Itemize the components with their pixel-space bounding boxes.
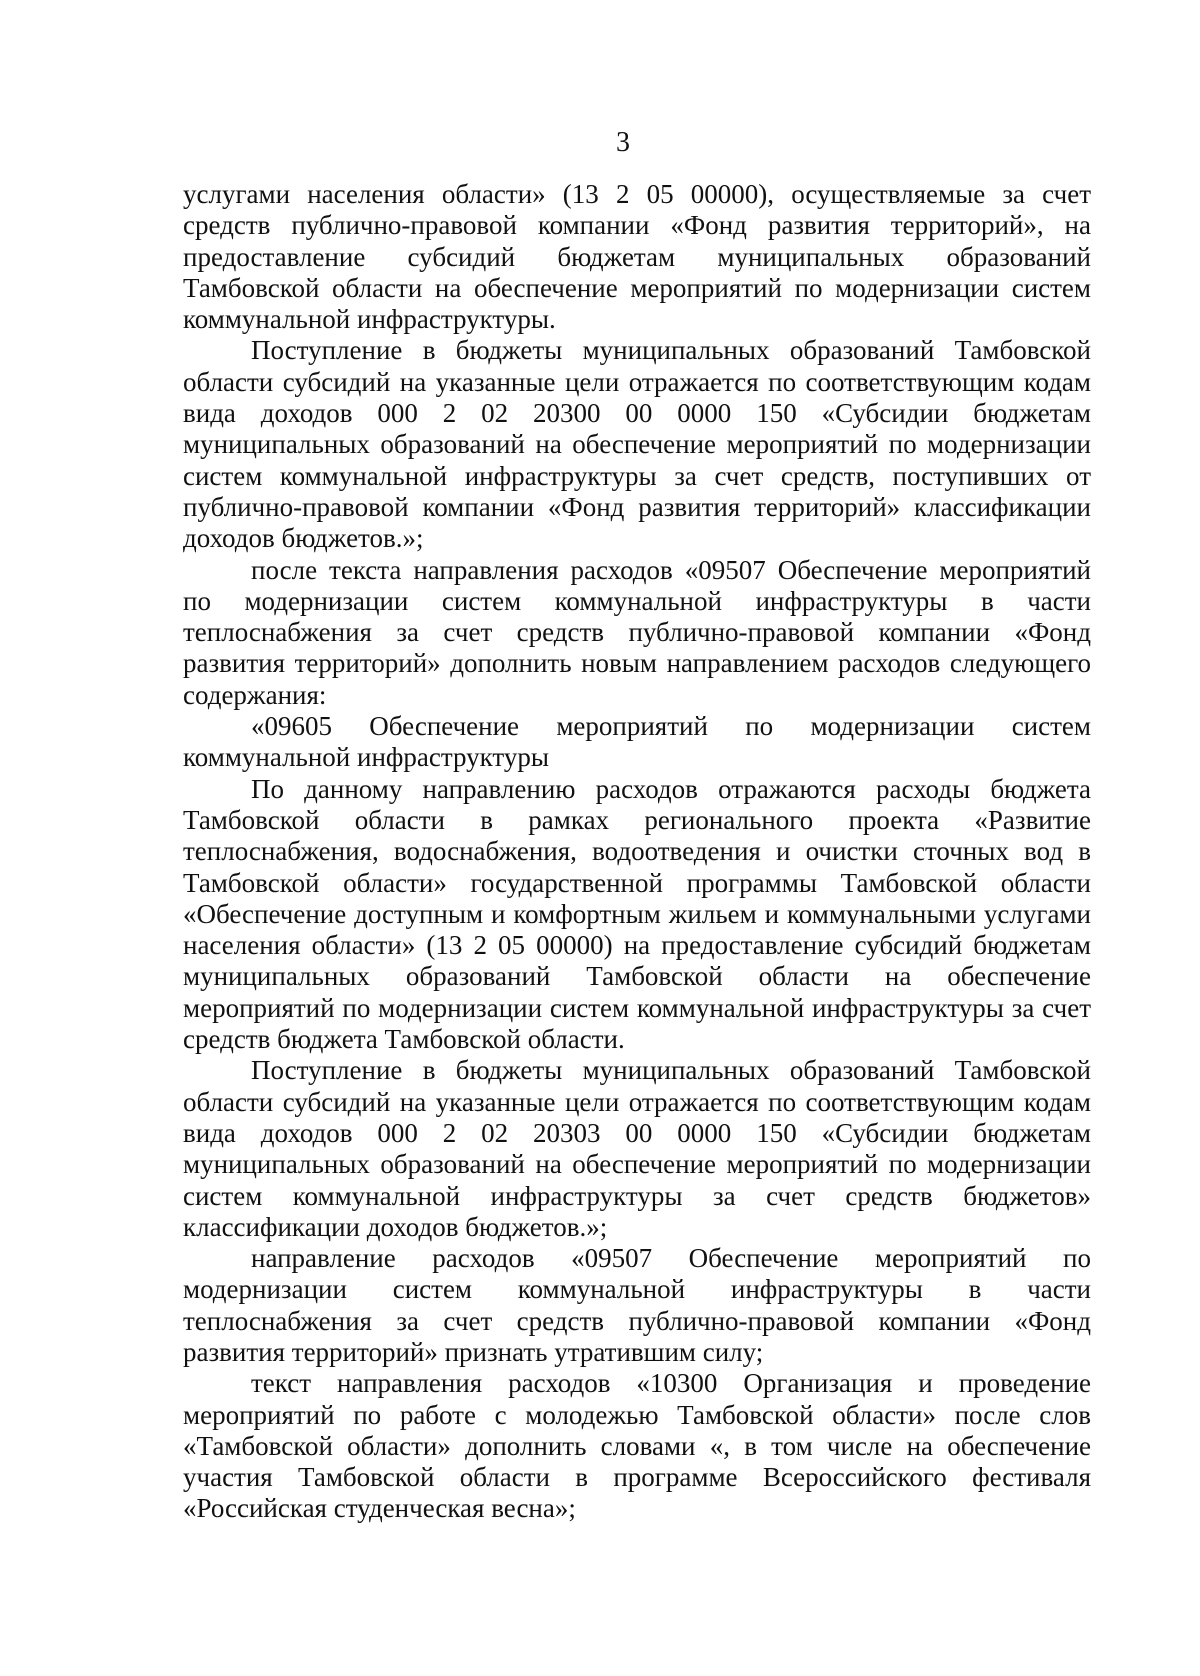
paragraph-09605-title: «09605 Обеспечение мероприятий по модернизации систем коммунальной инфраструктуры [183,711,1091,773]
paragraph-09605-description: По данному направлению расходов отражаются расходы бюджета Тамбовской области в рамках регионального проекта «Развитие теплоснабжения, водоснабжения, водоотведения и очистки сточных вод в Тамбовской области» государственной программы Тамбовской области «Обеспечение доступным и комфортным жильем и коммунальными услугами населения области» (13 2 05 00000) на предоставление субсидий бюджетам муниципальных образований Тамбовской области на обеспечение мероприятий по модернизации систем коммунальной инфраструктуры за счет средств бюджета Тамбовской области. [183,773,1091,1055]
paragraph-10300-amendment: текст направления расходов «10300 Организация и проведение мероприятий по работе с молодежью Тамбовской области» после слов «Тамбовской области» дополнить словами «, в том числе на обеспечение участия Тамбовской области в программе Всероссийского фестиваля «Российская студенческая весна»; [183,1368,1091,1524]
document-body [183,179,1091,1525]
paragraph-09507-repeal: направление расходов «09507 Обеспечение мероприятий по модернизации систем коммунальной инфраструктуры в части теплоснабжения за счет средств публично-правовой компании «Фонд развития территорий» признать утратившим силу; [183,1243,1091,1367]
paragraph-revenue-20300: Поступление в бюджеты муниципальных образований Тамбовской области субсидий на указанные цели отражается по соответствующим кодам вида доходов 000 2 02 20300 00 0000 150 «Субсидии бюджетам муниципальных образований на обеспечение мероприятий по модернизации систем коммунальной инфраструктуры за счет средств, поступивших от публично-правовой компании «Фонд развития территорий» классификации доходов бюджетов.»; [183,335,1091,554]
paragraph-continuation: услугами населения области» (13 2 05 00000), осуществляемые за счет средств публично-правовой компании «Фонд развития территорий», на предоставление субсидий бюджетам муниципальных образований Тамбовской области на обеспечение мероприятий по модернизации систем коммунальной инфраструктуры. [183,179,1091,335]
paragraph-revenue-20303: Поступление в бюджеты муниципальных образований Тамбовской области субсидий на указанные цели отражается по соответствующим кодам вида доходов 000 2 02 20303 00 0000 150 «Субсидии бюджетам муниципальных образований на обеспечение мероприятий по модернизации систем коммунальной инфраструктуры за счет средств бюджетов» классификации доходов бюджетов.»; [183,1055,1091,1242]
page-number: 3 [616,127,630,158]
paragraph-after-09507: после текста направления расходов «09507 Обеспечение мероприятий по модернизации систем коммунальной инфраструктуры в части теплоснабжения за счет средств публично-правовой компании «Фонд развития территорий» дополнить новым направлением расходов следующего содержания: [183,554,1091,710]
